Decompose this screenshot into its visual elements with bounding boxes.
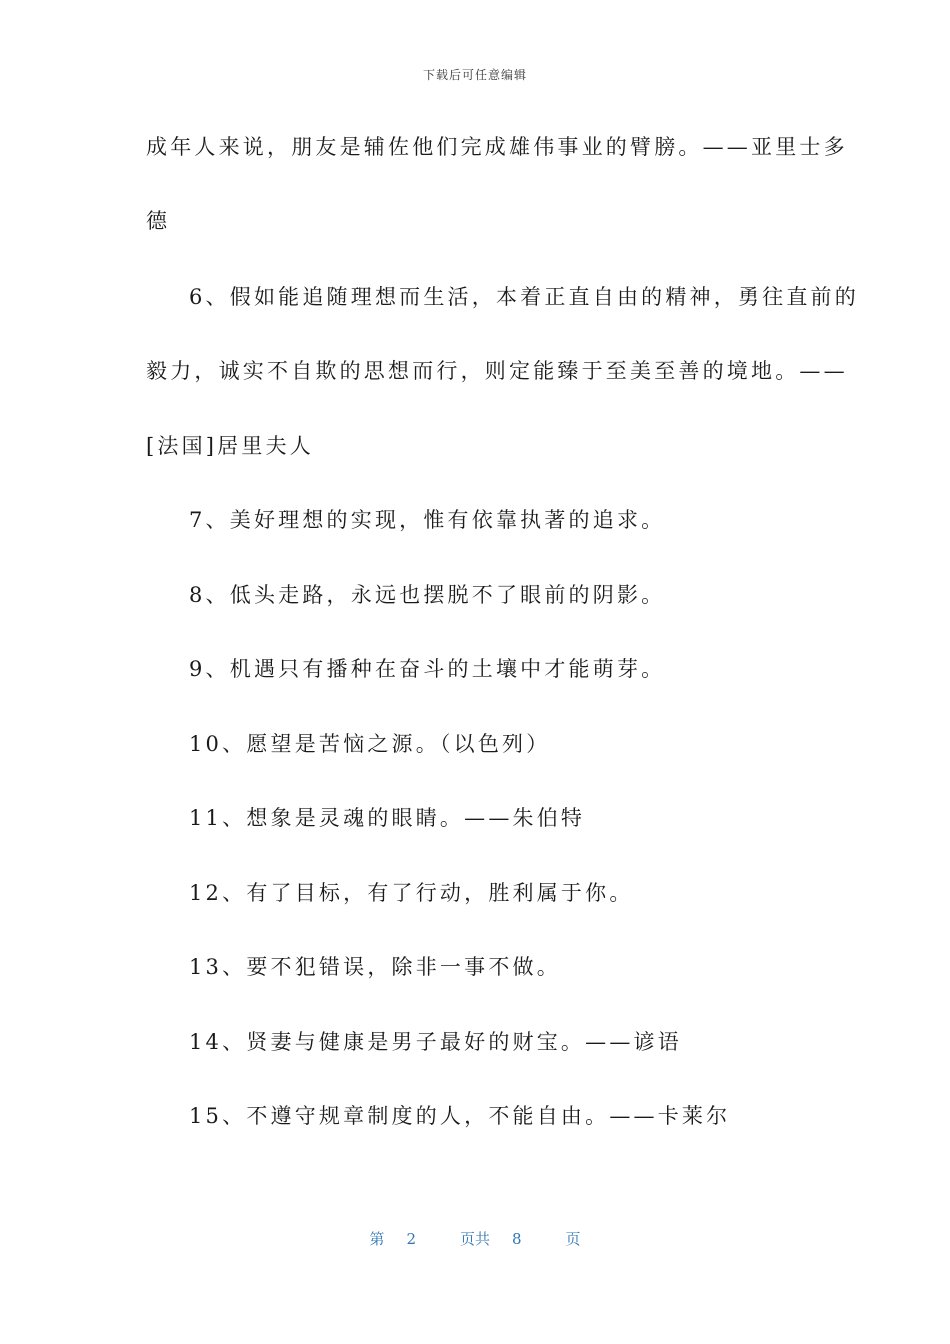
paragraph-line: 6、假如能追随理想而生活，本着正直自由的精神，勇往直前的 [189,285,859,309]
paragraph-line: 10、愿望是苦恼之源。（以色列） [189,732,551,756]
paragraph-line: [法国]居里夫人 [146,434,314,458]
paragraph-line: 7、美好理想的实现，惟有依靠执著的追求。 [189,508,666,532]
footer-middle: 页共 [459,1230,490,1248]
paragraph-line: 成年人来说，朋友是辅佐他们完成雄伟事业的臂膀。——亚里士多 [146,135,848,159]
total-pages-number: 8 [512,1230,522,1248]
current-page-number: 2 [406,1230,416,1248]
paragraph-line: 15、不遵守规章制度的人，不能自由。——卡莱尔 [189,1104,731,1128]
header-note: 下载后可任意编辑 [422,68,527,82]
page-footer [0,1228,950,1249]
paragraph-line: 毅力，诚实不自欺的思想而行，则定能臻于至美至善的境地。—— [146,359,848,383]
paragraph-line: 12、有了目标，有了行动，胜利属于你。 [189,881,634,905]
paragraph-line: 德 [146,209,171,233]
footer-prefix: 第 [369,1230,385,1248]
paragraph-line: 8、低头走路，永远也摆脱不了眼前的阴影。 [189,583,666,607]
paragraph-line: 9、机遇只有播种在奋斗的土壤中才能萌芽。 [189,657,666,681]
footer-suffix: 页 [565,1230,581,1248]
paragraph-line: 14、贤妻与健康是男子最好的财宝。——谚语 [189,1030,682,1054]
paragraph-line: 11、想象是灵魂的眼睛。——朱伯特 [189,806,586,830]
paragraph-line: 13、要不犯错误，除非一事不做。 [189,955,561,979]
